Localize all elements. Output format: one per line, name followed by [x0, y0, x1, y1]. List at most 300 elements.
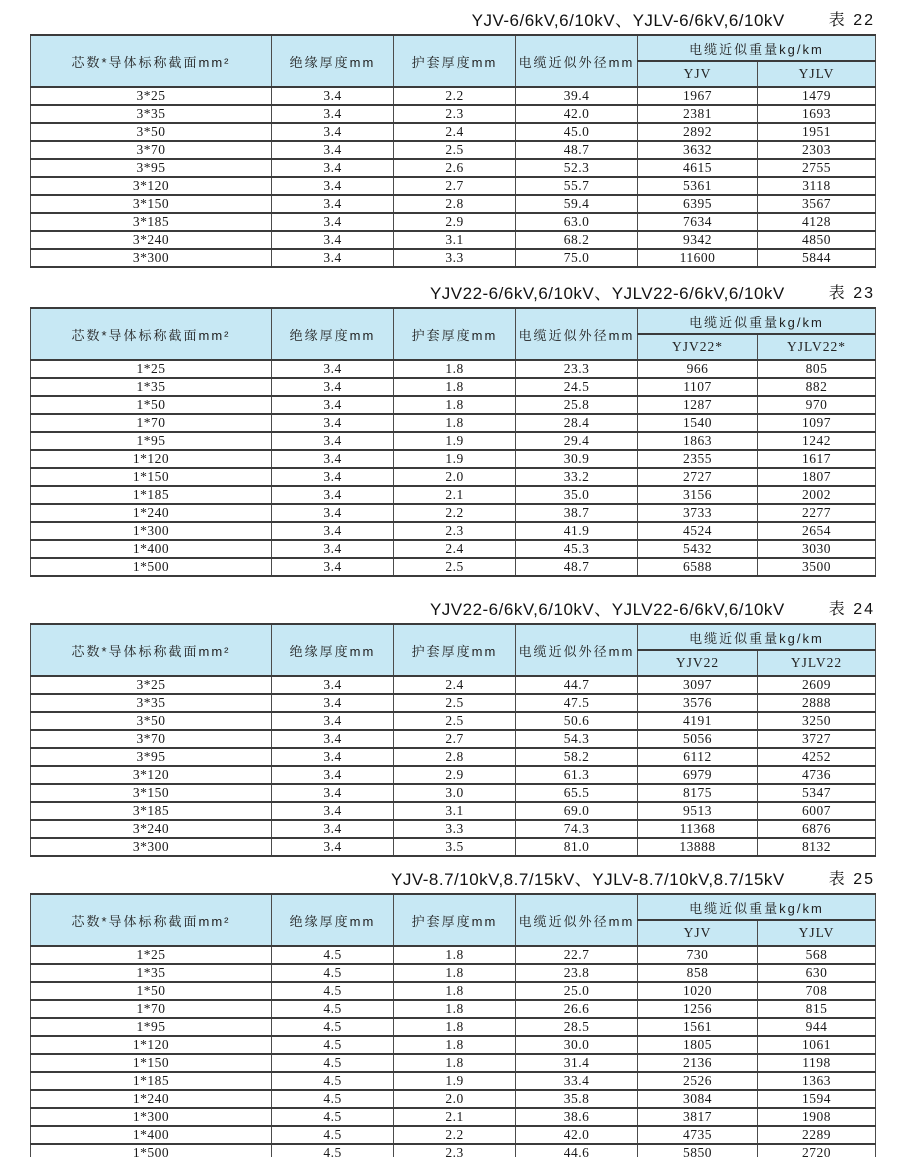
weight-left-cell: 3156 [638, 486, 758, 504]
weight-right-cell: 6007 [758, 802, 876, 820]
header-row-main [31, 624, 876, 650]
diameter-cell: 23.8 [516, 964, 638, 982]
diameter-cell: 42.0 [516, 1126, 638, 1144]
insulation-cell: 3.4 [272, 195, 394, 213]
weight-right-cell: 708 [758, 982, 876, 1000]
spec-cell: 1*240 [31, 1090, 272, 1108]
weight-right-cell: 970 [758, 396, 876, 414]
sheath-cell: 1.8 [394, 946, 516, 964]
cable-spec-table [30, 623, 876, 857]
col-header-sheath: 护套厚度mm [394, 894, 516, 946]
diameter-cell: 41.9 [516, 522, 638, 540]
weight-right-cell: 3500 [758, 558, 876, 576]
weight-right-cell: 4128 [758, 213, 876, 231]
insulation-cell: 4.5 [272, 1144, 394, 1157]
sheath-cell: 2.1 [394, 486, 516, 504]
table-row [31, 694, 876, 712]
table-number: 表 25 [828, 870, 875, 888]
table-number: 表 24 [828, 600, 875, 618]
diameter-cell: 38.7 [516, 504, 638, 522]
insulation-cell: 4.5 [272, 1054, 394, 1072]
sheath-cell: 3.3 [394, 820, 516, 838]
col-header-weight: 电缆近似重量kg/km [638, 624, 876, 650]
table-row [31, 414, 876, 432]
spec-cell: 1*35 [31, 964, 272, 982]
spec-cell: 1*300 [31, 522, 272, 540]
spec-cell: 1*95 [31, 1018, 272, 1036]
diameter-cell: 48.7 [516, 141, 638, 159]
weight-left-cell: 1561 [638, 1018, 758, 1036]
weight-left-cell: 4615 [638, 159, 758, 177]
table-row [31, 105, 876, 123]
sheath-cell: 2.7 [394, 177, 516, 195]
spec-cell: 1*25 [31, 946, 272, 964]
insulation-cell: 3.4 [272, 784, 394, 802]
table-title-row [30, 595, 875, 619]
weight-right-cell: 2720 [758, 1144, 876, 1157]
diameter-cell: 52.3 [516, 159, 638, 177]
sheath-cell: 2.2 [394, 504, 516, 522]
insulation-cell: 3.4 [272, 396, 394, 414]
table-row [31, 432, 876, 450]
weight-right-cell: 1807 [758, 468, 876, 486]
weight-right-cell: 1479 [758, 87, 876, 105]
weight-left-cell: 1256 [638, 1000, 758, 1018]
weight-left-cell: 1107 [638, 378, 758, 396]
table-row [31, 522, 876, 540]
weight-right-cell: 568 [758, 946, 876, 964]
sheath-cell: 2.9 [394, 213, 516, 231]
spec-cell: 1*400 [31, 540, 272, 558]
spec-cell: 1*70 [31, 414, 272, 432]
weight-left-cell: 6112 [638, 748, 758, 766]
cable-spec-table [30, 893, 876, 1157]
spec-cell: 1*25 [31, 360, 272, 378]
table-number: 表 22 [828, 11, 875, 29]
spec-cell: 3*25 [31, 676, 272, 694]
weight-subcol-left: YJV22 [638, 650, 758, 676]
weight-left-cell: 4191 [638, 712, 758, 730]
diameter-cell: 45.0 [516, 123, 638, 141]
table-row [31, 195, 876, 213]
sheath-cell: 2.0 [394, 468, 516, 486]
insulation-cell: 3.4 [272, 522, 394, 540]
sheath-cell: 2.2 [394, 1126, 516, 1144]
weight-subcol-right: YJLV [758, 920, 876, 946]
spec-cell: 1*185 [31, 486, 272, 504]
weight-right-cell: 3118 [758, 177, 876, 195]
spec-cell: 3*300 [31, 838, 272, 856]
weight-right-cell: 2888 [758, 694, 876, 712]
weight-right-cell: 3250 [758, 712, 876, 730]
table-row [31, 1090, 876, 1108]
table-header [31, 35, 876, 87]
sheath-cell: 2.2 [394, 87, 516, 105]
diameter-cell: 61.3 [516, 766, 638, 784]
table-row [31, 712, 876, 730]
diameter-cell: 69.0 [516, 802, 638, 820]
spec-table-section [0, 0, 900, 268]
insulation-cell: 3.4 [272, 213, 394, 231]
sheath-cell: 2.5 [394, 712, 516, 730]
insulation-cell: 4.5 [272, 982, 394, 1000]
insulation-cell: 3.4 [272, 468, 394, 486]
weight-left-cell: 3097 [638, 676, 758, 694]
spec-cell: 3*50 [31, 712, 272, 730]
weight-right-cell: 815 [758, 1000, 876, 1018]
diameter-cell: 28.4 [516, 414, 638, 432]
table-body [31, 87, 876, 267]
weight-left-cell: 5432 [638, 540, 758, 558]
col-header-core-section: 芯数*导体标称截面mm² [31, 624, 272, 676]
diameter-cell: 50.6 [516, 712, 638, 730]
weight-left-cell: 3733 [638, 504, 758, 522]
weight-left-cell: 3084 [638, 1090, 758, 1108]
weight-left-cell: 11600 [638, 249, 758, 267]
weight-left-cell: 5056 [638, 730, 758, 748]
sheath-cell: 1.8 [394, 1054, 516, 1072]
col-header-weight: 电缆近似重量kg/km [638, 35, 876, 61]
diameter-cell: 22.7 [516, 946, 638, 964]
table-row [31, 540, 876, 558]
spec-cell: 1*300 [31, 1108, 272, 1126]
weight-right-cell: 3727 [758, 730, 876, 748]
col-header-sheath: 护套厚度mm [394, 308, 516, 360]
weight-left-cell: 9342 [638, 231, 758, 249]
weight-left-cell: 3817 [638, 1108, 758, 1126]
spec-cell: 1*120 [31, 1036, 272, 1054]
insulation-cell: 3.4 [272, 231, 394, 249]
diameter-cell: 38.6 [516, 1108, 638, 1126]
table-row [31, 213, 876, 231]
insulation-cell: 3.4 [272, 676, 394, 694]
diameter-cell: 25.8 [516, 396, 638, 414]
col-header-insulation: 绝缘厚度mm [272, 35, 394, 87]
weight-right-cell: 5844 [758, 249, 876, 267]
col-header-weight: 电缆近似重量kg/km [638, 894, 876, 920]
table-row [31, 676, 876, 694]
diameter-cell: 44.6 [516, 1144, 638, 1157]
spec-cell: 1*185 [31, 1072, 272, 1090]
insulation-cell: 3.4 [272, 766, 394, 784]
spec-cell: 1*70 [31, 1000, 272, 1018]
weight-left-cell: 2355 [638, 450, 758, 468]
diameter-cell: 45.3 [516, 540, 638, 558]
table-row [31, 838, 876, 856]
spec-cell: 3*35 [31, 694, 272, 712]
weight-subcol-right: YJLV22 [758, 650, 876, 676]
insulation-cell: 4.5 [272, 1018, 394, 1036]
insulation-cell: 3.4 [272, 450, 394, 468]
table-row [31, 1144, 876, 1157]
weight-left-cell: 1540 [638, 414, 758, 432]
col-header-insulation: 绝缘厚度mm [272, 308, 394, 360]
sheath-cell: 2.7 [394, 730, 516, 748]
insulation-cell: 3.4 [272, 504, 394, 522]
insulation-cell: 3.4 [272, 486, 394, 504]
table-row [31, 784, 876, 802]
weight-right-cell: 2277 [758, 504, 876, 522]
spec-cell: 3*120 [31, 177, 272, 195]
table-row [31, 766, 876, 784]
spec-cell: 3*95 [31, 748, 272, 766]
weight-left-cell: 1967 [638, 87, 758, 105]
spec-cell: 3*35 [31, 105, 272, 123]
insulation-cell: 3.4 [272, 432, 394, 450]
diameter-cell: 25.0 [516, 982, 638, 1000]
weight-left-cell: 3632 [638, 141, 758, 159]
weight-subcol-left: YJV [638, 920, 758, 946]
table-row [31, 946, 876, 964]
table-row [31, 450, 876, 468]
spec-cell: 3*70 [31, 730, 272, 748]
weight-right-cell: 4850 [758, 231, 876, 249]
table-row [31, 558, 876, 576]
spec-cell: 1*120 [31, 450, 272, 468]
diameter-cell: 68.2 [516, 231, 638, 249]
sheath-cell: 2.4 [394, 123, 516, 141]
weight-right-cell: 1617 [758, 450, 876, 468]
diameter-cell: 59.4 [516, 195, 638, 213]
sheath-cell: 2.3 [394, 105, 516, 123]
insulation-cell: 3.4 [272, 378, 394, 396]
spec-cell: 3*150 [31, 195, 272, 213]
col-header-weight: 电缆近似重量kg/km [638, 308, 876, 334]
table-row [31, 802, 876, 820]
weight-left-cell: 4735 [638, 1126, 758, 1144]
diameter-cell: 35.0 [516, 486, 638, 504]
table-row [31, 360, 876, 378]
weight-right-cell: 1097 [758, 414, 876, 432]
table-title-row [30, 279, 875, 303]
diameter-cell: 24.5 [516, 378, 638, 396]
insulation-cell: 3.4 [272, 802, 394, 820]
header-row-main [31, 308, 876, 334]
table-row [31, 964, 876, 982]
table-body [31, 946, 876, 1157]
weight-right-cell: 2755 [758, 159, 876, 177]
weight-right-cell: 1198 [758, 1054, 876, 1072]
insulation-cell: 3.4 [272, 123, 394, 141]
weight-right-cell: 1242 [758, 432, 876, 450]
weight-left-cell: 6395 [638, 195, 758, 213]
col-header-sheath: 护套厚度mm [394, 35, 516, 87]
diameter-cell: 30.0 [516, 1036, 638, 1054]
sheath-cell: 1.8 [394, 964, 516, 982]
sheath-cell: 2.8 [394, 195, 516, 213]
weight-right-cell: 805 [758, 360, 876, 378]
table-row [31, 1036, 876, 1054]
sheath-cell: 2.4 [394, 540, 516, 558]
sheath-cell: 2.9 [394, 766, 516, 784]
diameter-cell: 63.0 [516, 213, 638, 231]
weight-left-cell: 7634 [638, 213, 758, 231]
weight-left-cell: 1805 [638, 1036, 758, 1054]
table-row [31, 123, 876, 141]
col-header-insulation: 绝缘厚度mm [272, 624, 394, 676]
table-row [31, 1072, 876, 1090]
spec-cell: 1*400 [31, 1126, 272, 1144]
table-title-row [30, 6, 875, 30]
sheath-cell: 2.3 [394, 522, 516, 540]
diameter-cell: 39.4 [516, 87, 638, 105]
table-header [31, 894, 876, 946]
weight-left-cell: 5850 [638, 1144, 758, 1157]
diameter-cell: 58.2 [516, 748, 638, 766]
weight-right-cell: 944 [758, 1018, 876, 1036]
weight-right-cell: 1594 [758, 1090, 876, 1108]
table-row [31, 982, 876, 1000]
weight-subcol-left: YJV [638, 61, 758, 87]
sheath-cell: 2.5 [394, 141, 516, 159]
weight-right-cell: 4252 [758, 748, 876, 766]
sheath-cell: 3.3 [394, 249, 516, 267]
diameter-cell: 48.7 [516, 558, 638, 576]
weight-right-cell: 6876 [758, 820, 876, 838]
spec-table-section [0, 577, 900, 857]
table-row [31, 1054, 876, 1072]
weight-left-cell: 2892 [638, 123, 758, 141]
col-header-core-section: 芯数*导体标称截面mm² [31, 35, 272, 87]
weight-left-cell: 13888 [638, 838, 758, 856]
sheath-cell: 3.1 [394, 802, 516, 820]
table-body [31, 360, 876, 576]
spec-cell: 3*300 [31, 249, 272, 267]
table-title: YJV22-6/6kV,6/10kV、YJLV22-6/6kV,6/10kV [429, 599, 785, 619]
weight-left-cell: 730 [638, 946, 758, 964]
weight-left-cell: 2136 [638, 1054, 758, 1072]
sheath-cell: 3.5 [394, 838, 516, 856]
weight-left-cell: 1020 [638, 982, 758, 1000]
sheath-cell: 1.8 [394, 1018, 516, 1036]
sheath-cell: 1.8 [394, 1000, 516, 1018]
spec-table-section [0, 268, 900, 577]
insulation-cell: 3.4 [272, 105, 394, 123]
diameter-cell: 54.3 [516, 730, 638, 748]
weight-right-cell: 1693 [758, 105, 876, 123]
weight-left-cell: 2727 [638, 468, 758, 486]
diameter-cell: 44.7 [516, 676, 638, 694]
insulation-cell: 3.4 [272, 360, 394, 378]
sheath-cell: 1.8 [394, 360, 516, 378]
weight-right-cell: 3030 [758, 540, 876, 558]
col-header-diameter: 电缆近似外径mm [516, 308, 638, 360]
diameter-cell: 42.0 [516, 105, 638, 123]
col-header-diameter: 电缆近似外径mm [516, 624, 638, 676]
sheath-cell: 2.5 [394, 558, 516, 576]
insulation-cell: 4.5 [272, 1126, 394, 1144]
table-row [31, 1018, 876, 1036]
table-row [31, 820, 876, 838]
table-row [31, 468, 876, 486]
spec-cell: 1*500 [31, 1144, 272, 1157]
weight-left-cell: 5361 [638, 177, 758, 195]
table-row [31, 730, 876, 748]
diameter-cell: 81.0 [516, 838, 638, 856]
diameter-cell: 33.4 [516, 1072, 638, 1090]
spec-cell: 3*150 [31, 784, 272, 802]
sheath-cell: 3.0 [394, 784, 516, 802]
weight-right-cell: 2289 [758, 1126, 876, 1144]
col-header-diameter: 电缆近似外径mm [516, 894, 638, 946]
spec-cell: 1*95 [31, 432, 272, 450]
sheath-cell: 2.8 [394, 748, 516, 766]
table-row [31, 1126, 876, 1144]
sheath-cell: 2.4 [394, 676, 516, 694]
diameter-cell: 33.2 [516, 468, 638, 486]
weight-right-cell: 1908 [758, 1108, 876, 1126]
spec-cell: 3*185 [31, 802, 272, 820]
insulation-cell: 4.5 [272, 1090, 394, 1108]
sheath-cell: 1.9 [394, 432, 516, 450]
spec-cell: 3*95 [31, 159, 272, 177]
sheath-cell: 2.1 [394, 1108, 516, 1126]
col-header-insulation: 绝缘厚度mm [272, 894, 394, 946]
spec-cell: 3*240 [31, 231, 272, 249]
weight-left-cell: 8175 [638, 784, 758, 802]
table-row [31, 87, 876, 105]
col-header-sheath: 护套厚度mm [394, 624, 516, 676]
insulation-cell: 4.5 [272, 1108, 394, 1126]
spec-cell: 1*35 [31, 378, 272, 396]
spec-cell: 3*185 [31, 213, 272, 231]
spec-cell: 3*25 [31, 87, 272, 105]
weight-right-cell: 882 [758, 378, 876, 396]
insulation-cell: 4.5 [272, 964, 394, 982]
insulation-cell: 3.4 [272, 694, 394, 712]
diameter-cell: 55.7 [516, 177, 638, 195]
insulation-cell: 3.4 [272, 712, 394, 730]
weight-right-cell: 1363 [758, 1072, 876, 1090]
weight-right-cell: 3567 [758, 195, 876, 213]
cable-spec-table [30, 34, 876, 268]
table-row [31, 378, 876, 396]
weight-left-cell: 6979 [638, 766, 758, 784]
weight-left-cell: 6588 [638, 558, 758, 576]
weight-right-cell: 1951 [758, 123, 876, 141]
insulation-cell: 4.5 [272, 1000, 394, 1018]
diameter-cell: 26.6 [516, 1000, 638, 1018]
table-title: YJV22-6/6kV,6/10kV、YJLV22-6/6kV,6/10kV [429, 283, 785, 303]
weight-left-cell: 3576 [638, 694, 758, 712]
spec-cell: 1*240 [31, 504, 272, 522]
table-row [31, 396, 876, 414]
weight-left-cell: 858 [638, 964, 758, 982]
weight-right-cell: 4736 [758, 766, 876, 784]
weight-right-cell: 2654 [758, 522, 876, 540]
sheath-cell: 1.8 [394, 1036, 516, 1054]
sheath-cell: 1.9 [394, 450, 516, 468]
insulation-cell: 3.4 [272, 159, 394, 177]
weight-right-cell: 5347 [758, 784, 876, 802]
spec-cell: 1*50 [31, 396, 272, 414]
insulation-cell: 3.4 [272, 730, 394, 748]
weight-left-cell: 1863 [638, 432, 758, 450]
table-row [31, 1108, 876, 1126]
table-body [31, 676, 876, 856]
insulation-cell: 3.4 [272, 540, 394, 558]
diameter-cell: 23.3 [516, 360, 638, 378]
diameter-cell: 47.5 [516, 694, 638, 712]
sheath-cell: 1.8 [394, 378, 516, 396]
diameter-cell: 74.3 [516, 820, 638, 838]
spec-cell: 3*70 [31, 141, 272, 159]
insulation-cell: 3.4 [272, 87, 394, 105]
diameter-cell: 30.9 [516, 450, 638, 468]
insulation-cell: 3.4 [272, 558, 394, 576]
diameter-cell: 75.0 [516, 249, 638, 267]
table-header [31, 624, 876, 676]
